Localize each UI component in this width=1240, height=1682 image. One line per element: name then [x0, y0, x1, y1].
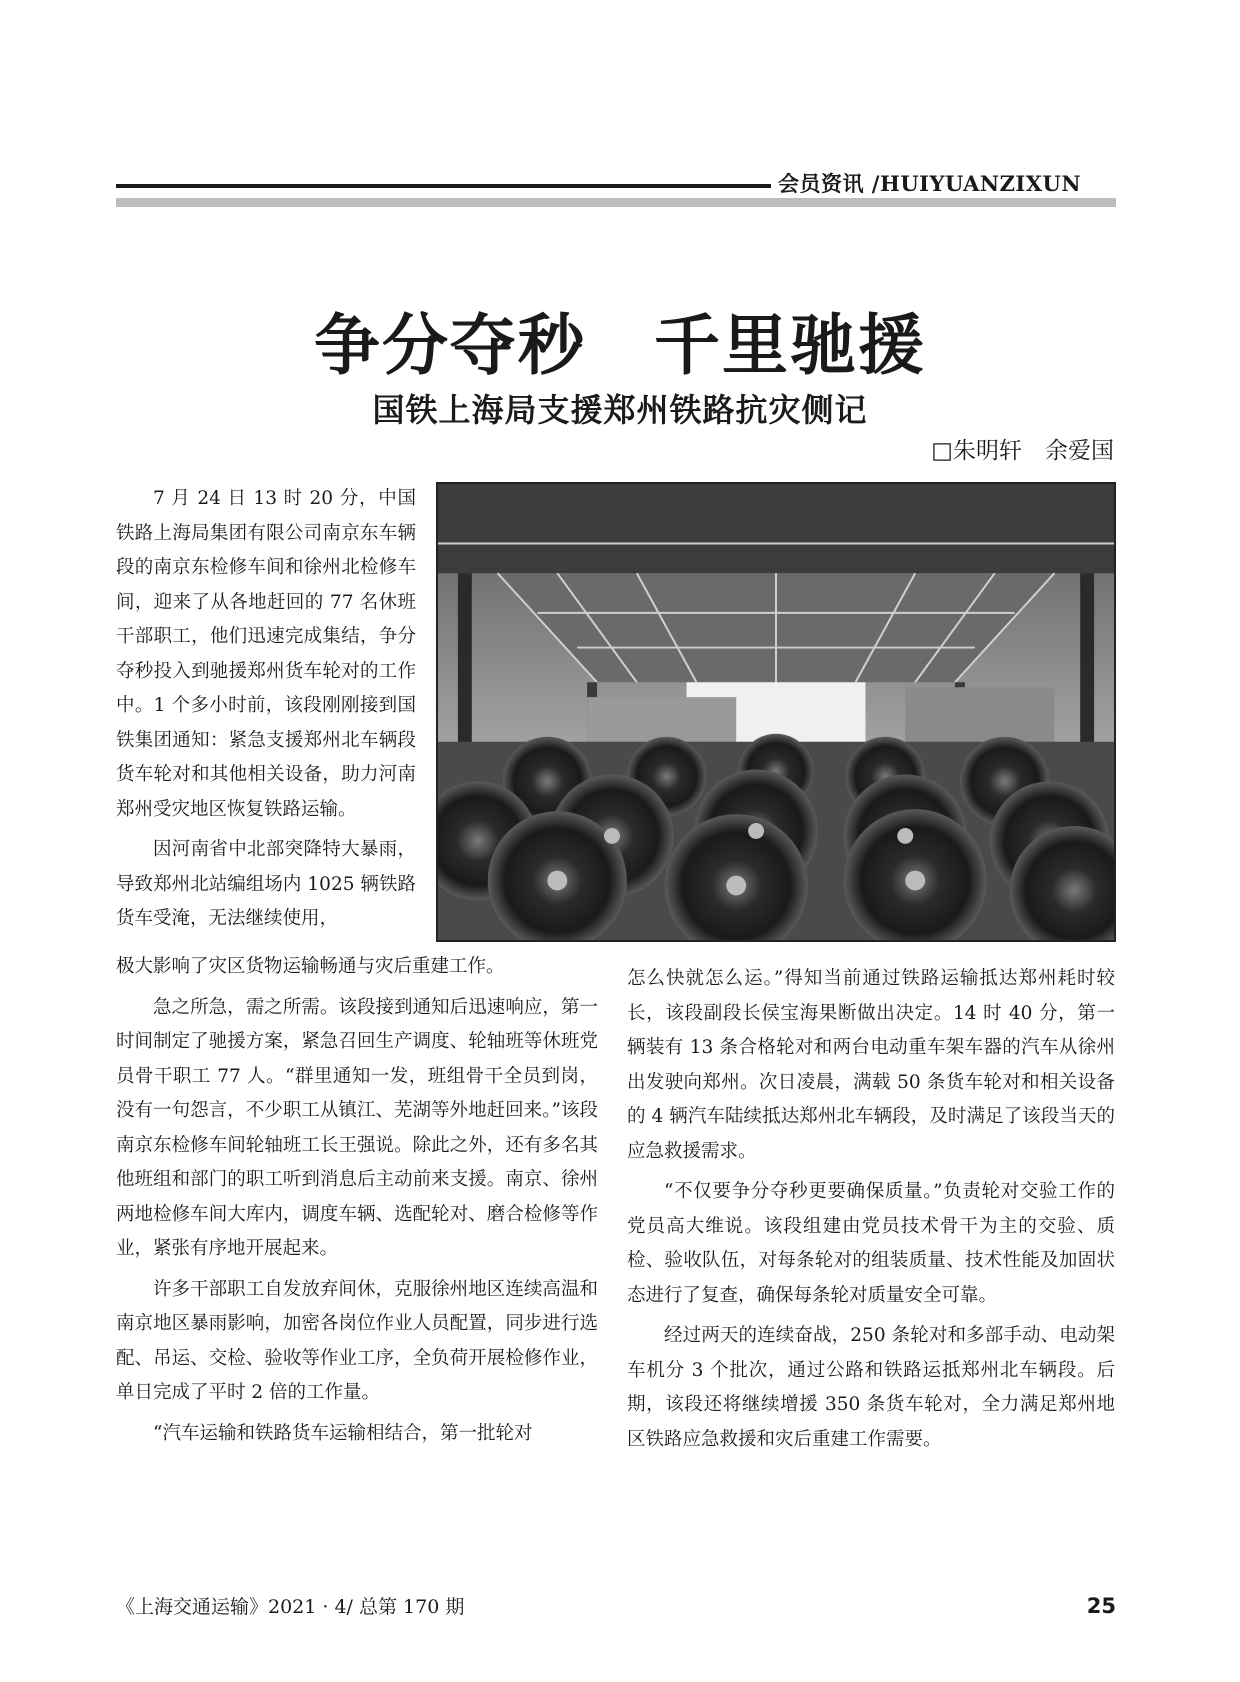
- right-column: [627, 962, 1115, 1463]
- article-subtitle: 国铁上海局支援郑州铁路抗灾侧记: [372, 391, 868, 429]
- journal-info: 《上海交通运输》2021 · 4/ 总第 170 期: [116, 1596, 465, 1618]
- article-byline: □朱明轩 余爱国: [931, 438, 1114, 464]
- header-band: [116, 198, 1116, 207]
- paragraph-4: 许多干部职工自发放弃间休，克服徐州地区连续高温和南京地区暴雨影响，加密各岗位作业人员配置，同步进行选配、吊运、交检、验收等作业工序，全负荷开展检修作业，单日完成了平时 2 倍的工作量。: [116, 1278, 598, 1403]
- section-label: 会员资讯 /HUIYUANZIXUN: [778, 171, 1082, 196]
- paragraph-3: 急之所急，需之所需。该段接到通知后迅速响应，第一时间制定了驰援方案，紧急召回生产调度、轮轴班等休班党员骨干职工 77 人。“群里通知一发，班组骨干全员到岗，没有一句怨言，不少职工从镇江、芜湖等外地赶回来。”该段南京东检修车间轮轴班工长王强说。除此之外，还有多名其他班组和部门的职工听到消息后主动前来支援。南京、徐州两地检修车间大库内，调度车辆、选配轮对、磨合检修等作业，紧张有序地开展起来。: [116, 996, 598, 1259]
- page-number: 25: [1086, 1594, 1116, 1618]
- paragraph-5-start: “汽车运输和铁路货车运输相结合，第一批轮对: [153, 1422, 533, 1444]
- header-rule: [116, 184, 771, 188]
- paragraph-2-continued: 极大影响了灾区货物运输畅通与灾后重建工作。: [116, 956, 505, 977]
- paragraph-1: 7 月 24 日 13 时 20 分，中国铁路上海局集团有限公司南京东车辆段的南京东检修车间和徐州北检修车间，迎来了从各地赶回的 77 名休班干部职工，他们迅速完成集结，争分夺秒投入到驰援郑州货车轮对的工作中。1 个多小时前，该段刚刚接到国铁集团通知：紧急支援郑州北车辆段货车轮对和其他相关设备，助力河南郑州受灾地区恢复铁路运输。: [116, 488, 416, 820]
- article-title: 争分夺秒 千里驰援: [314, 306, 926, 384]
- paragraph-5-continued: 怎么快就怎么运。”得知当前通过铁路运输抵达郑州耗时较长，该段副段长侯宝海果断做出决定。14 时 40 分，第一辆装有 13 条合格轮对和两台电动重车架车器的汽车从徐州出发驶向郑州。次日凌晨，满载 50 条货车轮对和相关设备的 4 辆汽车陆续抵达郑州北车辆段，及时满足了该段当天的应急救援需求。: [627, 968, 1115, 1162]
- article-photo: [436, 482, 1116, 942]
- photo-wheelsets-icon: [438, 484, 1114, 940]
- paragraph-6: “不仅要争分夺秒更要确保质量。”负责轮对交验工作的党员高大维说。该段组建由党员技术骨干为主的交验、质检、验收队伍，对每条轮对的组装质量、技术性能及加固状态进行了复查，确保每条轮对质量安全可靠。: [627, 1181, 1115, 1306]
- paragraph-2: 因河南省中北部突降特大暴雨，导致郑州北站编组场内 1025 辆铁路货车受淹，无法继续使用，: [116, 839, 416, 929]
- left-column-bottom: [116, 950, 598, 1457]
- left-column-top: [116, 482, 416, 943]
- paragraph-7: 经过两天的连续奋战，250 条轮对和多部手动、电动架车机分 3 个批次，通过公路和铁路运抵郑州北车辆段。后期，该段还将继续增援 350 条货车轮对，全力满足郑州地区铁路应急救援和灾后重建工作需要。: [627, 1325, 1115, 1450]
